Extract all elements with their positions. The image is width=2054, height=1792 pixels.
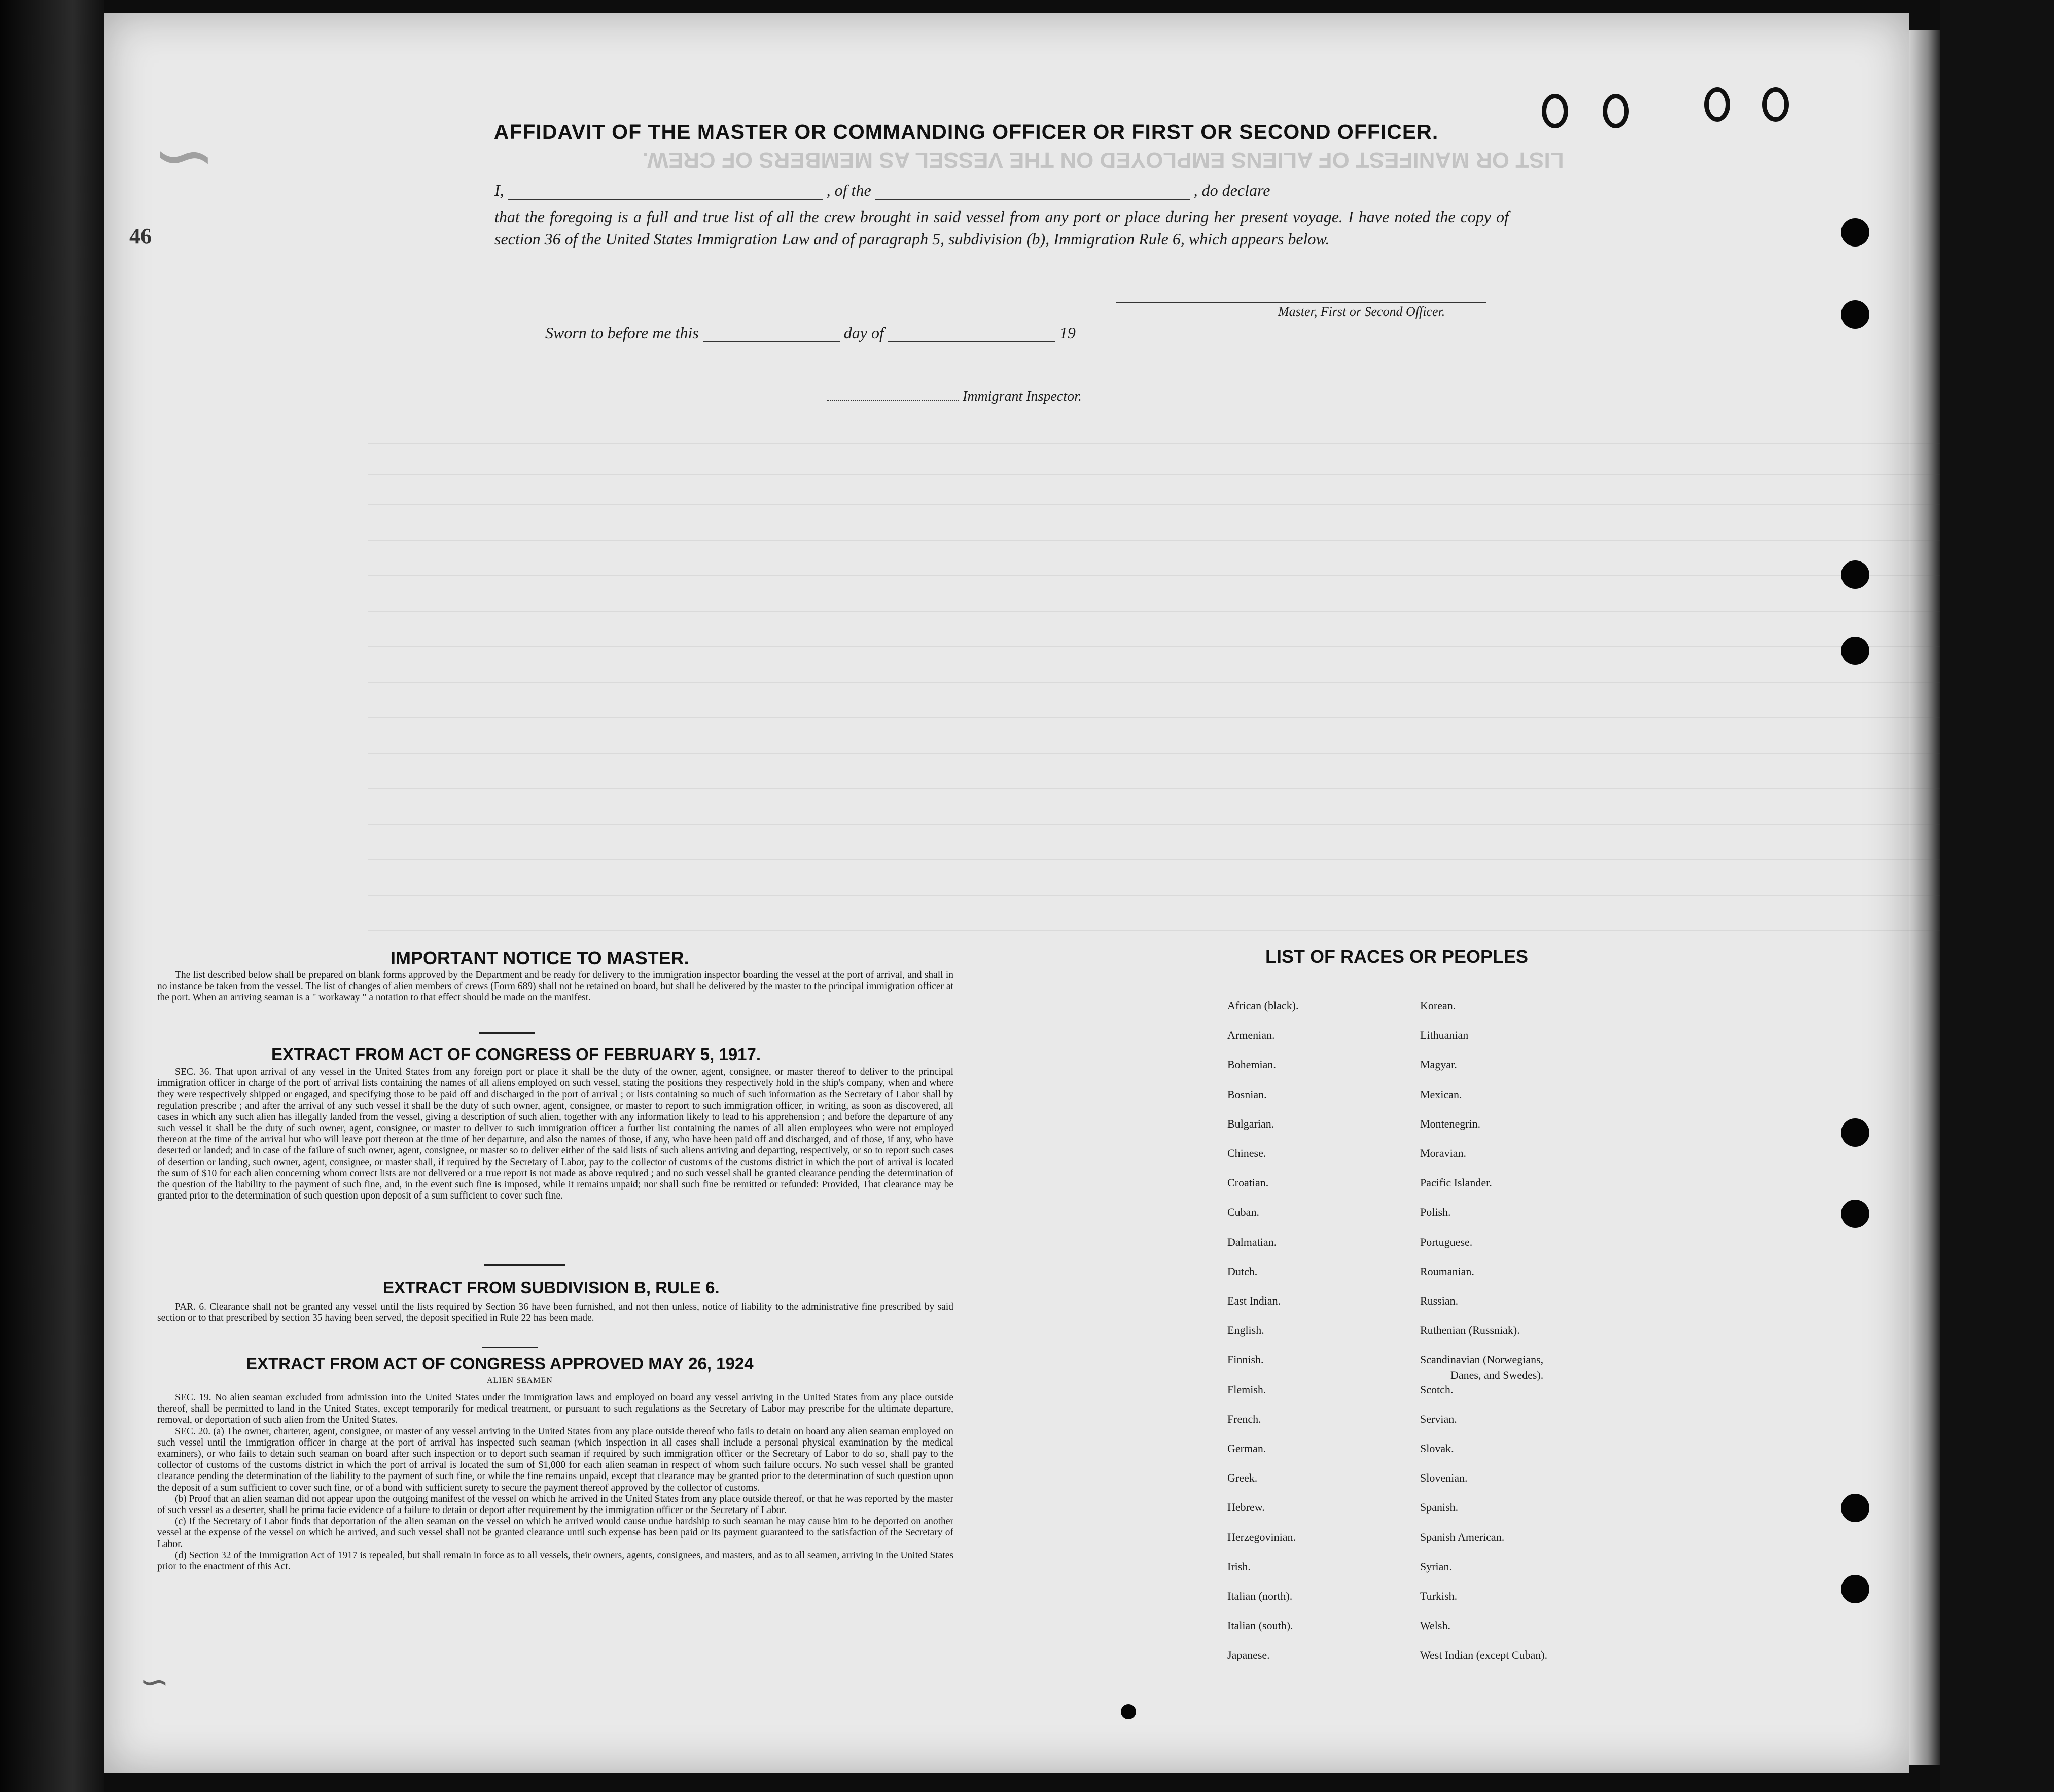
punch-hole-icon xyxy=(1841,560,1869,589)
race-item: Servian. xyxy=(1420,1412,1457,1425)
race-item: Portuguese. xyxy=(1420,1235,1473,1248)
race-item: Herzegovinian. xyxy=(1227,1530,1296,1543)
extract-1924-paragraph: (b) Proof that an alien seaman did not appear upon the outgoing manifest of the vessel on which he arrived in the United States from any place outside thereof, or that he was reported by the master of such vessel as a deserter, shall be prima facie evidence of a failure to detain or deport after requirement by the immigration officer or the Secretary of Labor. xyxy=(157,1493,953,1516)
page-edge xyxy=(1909,30,1940,1765)
race-item: Dutch. xyxy=(1227,1264,1258,1278)
race-item: Armenian. xyxy=(1227,1029,1275,1042)
race-item: Spanish. xyxy=(1420,1501,1459,1514)
punch-hole-icon xyxy=(1841,637,1869,665)
race-item: Ruthenian (Russniak). xyxy=(1420,1324,1520,1337)
bleed-through-row xyxy=(368,426,1940,444)
bleed-through-row xyxy=(368,806,1940,825)
bleed-through-row xyxy=(368,877,1940,896)
of-the-label: , of the xyxy=(826,181,871,199)
race-item: Italian (south). xyxy=(1227,1619,1293,1632)
race-item: West Indian (except Cuban). xyxy=(1420,1648,1548,1662)
do-declare-label: , do declare xyxy=(1193,181,1270,199)
race-item: Finnish. xyxy=(1227,1353,1264,1366)
vessel-blank xyxy=(875,184,1190,200)
i-label: I, xyxy=(494,181,504,199)
race-item: Danes, and Swedes). xyxy=(1450,1368,1544,1382)
race-item: Hebrew. xyxy=(1227,1501,1265,1514)
master-signature-line xyxy=(1116,302,1486,303)
sworn-day-blank xyxy=(703,326,840,342)
race-item: Polish. xyxy=(1420,1206,1451,1219)
sworn-line xyxy=(545,324,1076,342)
bleed-through-row xyxy=(368,593,1940,612)
sworn-prefix: Sworn to before me this xyxy=(545,324,699,342)
race-item: Spanish American. xyxy=(1420,1530,1505,1543)
section-divider xyxy=(484,1264,565,1266)
name-blank xyxy=(508,184,823,200)
race-item: French. xyxy=(1227,1412,1261,1425)
day-of-label: day of xyxy=(843,324,884,342)
punch-hole-icon xyxy=(1841,1200,1869,1228)
scan-background xyxy=(1940,0,2054,1792)
punch-hole-icon xyxy=(1841,1118,1869,1147)
year-prefix: 19 xyxy=(1059,324,1076,342)
inspector-label: Immigrant Inspector. xyxy=(963,389,1082,404)
extract-1924-body xyxy=(157,1392,953,1572)
corner-scribble-icon: ∽ xyxy=(152,114,216,198)
sworn-month-blank xyxy=(888,326,1055,342)
race-item: Italian (north). xyxy=(1227,1590,1293,1602)
bleed-through-title: LIST OR MANIFEST OF ALIENS EMPLOYED ON THE VESSEL AS MEMBERS OF CREW. xyxy=(642,148,1564,172)
race-item: Syrian. xyxy=(1420,1560,1452,1573)
race-item: Turkish. xyxy=(1420,1590,1458,1602)
race-item: Moravian. xyxy=(1420,1147,1467,1159)
race-item: Scotch. xyxy=(1420,1383,1454,1396)
bleed-through-row xyxy=(368,664,1940,683)
master-signature-label: Master, First or Second Officer. xyxy=(1278,304,1445,319)
notice-title: IMPORTANT NOTICE TO MASTER. xyxy=(391,947,689,968)
bleed-through-row xyxy=(368,735,1940,754)
race-item: Korean. xyxy=(1420,999,1456,1012)
race-item: Chinese. xyxy=(1227,1147,1266,1159)
bleed-through-row xyxy=(368,842,1940,860)
race-item: Welsh. xyxy=(1420,1619,1450,1632)
race-item: Cuban. xyxy=(1227,1206,1259,1219)
declaration-body: that the foregoing is a full and true list of all the crew brought in said vessel from any port or place during her present voyage. I have noted the copy of section 36 of the United States Immigration Law and of paragraph 5, subdivision (b), Immigration Rule 6, which appears below. xyxy=(494,207,1509,248)
bleed-through-row xyxy=(368,771,1940,789)
binder-ring-icon xyxy=(1762,87,1789,122)
inspector-line xyxy=(827,389,1082,405)
inspector-blank xyxy=(827,389,959,401)
extract-1924-paragraph: SEC. 19. No alien seaman excluded from admission into the United States under the immigration laws and employed on board any vessel arriving in the United States from any place outside thereof, shall be permitted to land in the United States, except temporarily for medical treatment, or pursuant to such regulations as the Secretary of Labor may prescribe for the ultimate departure, removal, or deportation of such alien from the United States. xyxy=(157,1392,953,1426)
race-item: African (black). xyxy=(1227,999,1299,1012)
race-item: Mexican. xyxy=(1420,1087,1462,1101)
book-binding xyxy=(0,0,104,1792)
race-item: Roumanian. xyxy=(1420,1264,1474,1278)
bleed-through-row xyxy=(368,558,1940,576)
punch-hole-icon xyxy=(1841,1575,1869,1603)
race-item: Greek. xyxy=(1227,1471,1258,1485)
race-item: Lithuanian xyxy=(1420,1029,1469,1042)
punch-hole-icon xyxy=(1121,1704,1136,1719)
race-item: German. xyxy=(1227,1442,1266,1455)
extract-1917-body: SEC. 36. That upon arrival of any vessel in the United States from any foreign port or place it shall be the duty of the owner, agent, consignee, or master thereof to deliver to the principal immigration officer in charge of the port of arrival lists containing the names of all aliens employed on such vessel, stating the positions they respectively hold in the ship's company, when and where they were respectively shipped or engaged, and specifying those to be paid off and discharged in the port of arrival ; or lists containing so much of such information as the Secretary of Labor shall by regulation prescribe ; and after the arrival of any such vessel it shall be the duty of such owner, agent, consignee, or master to report to such immigration officer, in writing, as soon as discovered, all cases in which any such alien has illegally landed from the vessel, giving a description of such alien, together with any information likely to lead to his apprehension ; and before the departure of any such vessel it shall be the duty of such owner, agent, consignee, or master to deliver to such immigration officer a further list containing the names of all alien employees who were not employed thereon at the time of the arrival but who will leave port thereon at the time of her departure, and also the names of those, if any, who have been paid off and discharged, and of those, if any, who have deserted or landed; and in case of the failure of such owner, agent, consignee, or master so to deliver either of the said lists of such aliens arriving and departing, respectively, or so to report such cases of desertion or landing, such owner, agent, consignee, or master shall, if required by the Secretary of Labor, pay to the collector of customs of the customs district in which the port of arrival is located the sum of $10 for each alien concerning whom correct lists are not delivered or a true report is not made as above required ; and no such vessel shall be granted clearance pending the determination of the question of the liability to the payment of such fine, and, in the event such fine is imposed, while it remains unpaid; nor shall such fine be remitted or refunded: Provided, That clearance may be granted prior to the determination of such question upon deposit of a sum sufficient to cover such fine. xyxy=(157,1067,953,1202)
punch-hole-icon xyxy=(1841,218,1869,247)
section-divider xyxy=(479,1032,535,1034)
extract-1924-paragraph: (c) If the Secretary of Labor finds that deportation of the alien seaman on the vessel on which he arrived would cause undue hardship to such seaman he may cause him to be deported on another vessel at the expense of the vessel on which he arrived, and such vessel shall not be granted clearance until such expense has been paid or its payment guaranteed to the satisfaction of the Secretary of Labor. xyxy=(157,1516,953,1550)
race-item: Croatian. xyxy=(1227,1176,1269,1189)
extract-1924-paragraph: SEC. 20. (a) The owner, charterer, agent, consignee, or master of any vessel arriving in the United States from any place outside thereof who fails to detain on board any alien seaman employed on such vessel until the immigration officer in charge at the port of arrival has inspected such seaman (which inspection in all cases shall include a personal physical examination by the medical examiners), or who fails to detain such seaman on board after such inspection or to deport such seaman if required by such immigration officer or the Secretary of Labor to do so, shall pay to the collector of customs of the customs district in which the port of arrival is located the sum of $1,000 for each alien seaman in respect of whom such failure occurs. No such vessel shall be granted clearance pending the determination of the liability to the payment of such fine, or while the fine remains unpaid, except that clearance may be granted prior to the determination of such question upon the deposit of a sum sufficient to cover such fine, or of a bond with sufficient surety to secure the payment thereof approved by the collector of customs. xyxy=(157,1426,953,1493)
races-title: LIST OF RACES OR PEOPLES xyxy=(1265,946,1529,967)
race-item: East Indian. xyxy=(1227,1294,1281,1307)
bleed-through-row xyxy=(368,629,1940,647)
race-item: Montenegrin. xyxy=(1420,1117,1481,1130)
declaration-line xyxy=(494,181,1270,200)
extract-1924-paragraph: (d) Section 32 of the Immigration Act of 1917 is repealed, but shall remain in force as to all vessels, their owners, agents, consignees, and masters, and as to all seamen, arriving in the United States prior to the enactment of this Act. xyxy=(157,1550,953,1572)
race-item: Bohemian. xyxy=(1227,1058,1276,1071)
bleed-through-row xyxy=(368,456,1940,475)
race-item: Pacific Islander. xyxy=(1420,1176,1492,1189)
bleed-through-row xyxy=(368,487,1940,505)
extract-1917-title: EXTRACT FROM ACT OF CONGRESS OF FEBRUARY 5, 1917. xyxy=(271,1045,761,1064)
race-item: Slovenian. xyxy=(1420,1471,1468,1485)
punch-hole-icon xyxy=(1841,300,1869,329)
binder-ring-icon xyxy=(1704,87,1730,122)
race-item: Dalmatian. xyxy=(1227,1235,1277,1248)
bleed-through-row xyxy=(368,913,1940,931)
notice-body: The list described below shall be prepared on blank forms approved by the Department and be ready for delivery to the immigration inspector boarding the vessel at the port of arrival, and shall in no instance be taken from the vessel. The list of changes of alien members of crews (Form 689) shall not be retained on board, but shall be delivered by the master to the principal immigration officer at the port. When an arriving seaman is a " workaway " a notation to that effect should be made on the manifest. xyxy=(157,970,953,1003)
race-item: Bulgarian. xyxy=(1227,1117,1274,1130)
race-item: Scandinavian (Norwegians, xyxy=(1420,1353,1544,1366)
race-item: Magyar. xyxy=(1420,1058,1457,1071)
race-item: English. xyxy=(1227,1324,1264,1337)
alien-seamen-subtitle: ALIEN SEAMEN xyxy=(487,1376,553,1385)
race-item: Flemish. xyxy=(1227,1383,1266,1396)
race-item: Irish. xyxy=(1227,1560,1251,1573)
section-divider xyxy=(482,1347,538,1348)
corner-scribble-icon: ∽ xyxy=(139,1663,169,1702)
extract-rule6-title: EXTRACT FROM SUBDIVISION B, RULE 6. xyxy=(383,1278,720,1297)
affidavit-title: AFFIDAVIT OF THE MASTER OR COMMANDING OFFICER OR FIRST OR SECOND OFFICER. xyxy=(493,120,1439,144)
race-item: Japanese. xyxy=(1227,1648,1270,1662)
race-item: Russian. xyxy=(1420,1294,1459,1307)
bleed-through-row xyxy=(368,700,1940,718)
extract-rule6-body: PAR. 6. Clearance shall not be granted any vessel until the lists required by Section 36 have been furnished, and not then unless, notice of liability to the administrative fine prescribed by said section or to that prescribed by section 35 having been served, the deposit specified in Rule 22 has been made. xyxy=(157,1302,953,1323)
margin-page-number: 46 xyxy=(129,224,152,249)
race-item: Slovak. xyxy=(1420,1442,1454,1455)
bleed-through-row xyxy=(368,522,1940,541)
race-item: Bosnian. xyxy=(1227,1087,1267,1101)
punch-hole-icon xyxy=(1841,1494,1869,1522)
extract-1924-title: EXTRACT FROM ACT OF CONGRESS APPROVED MAY 26, 1924 xyxy=(246,1354,754,1373)
